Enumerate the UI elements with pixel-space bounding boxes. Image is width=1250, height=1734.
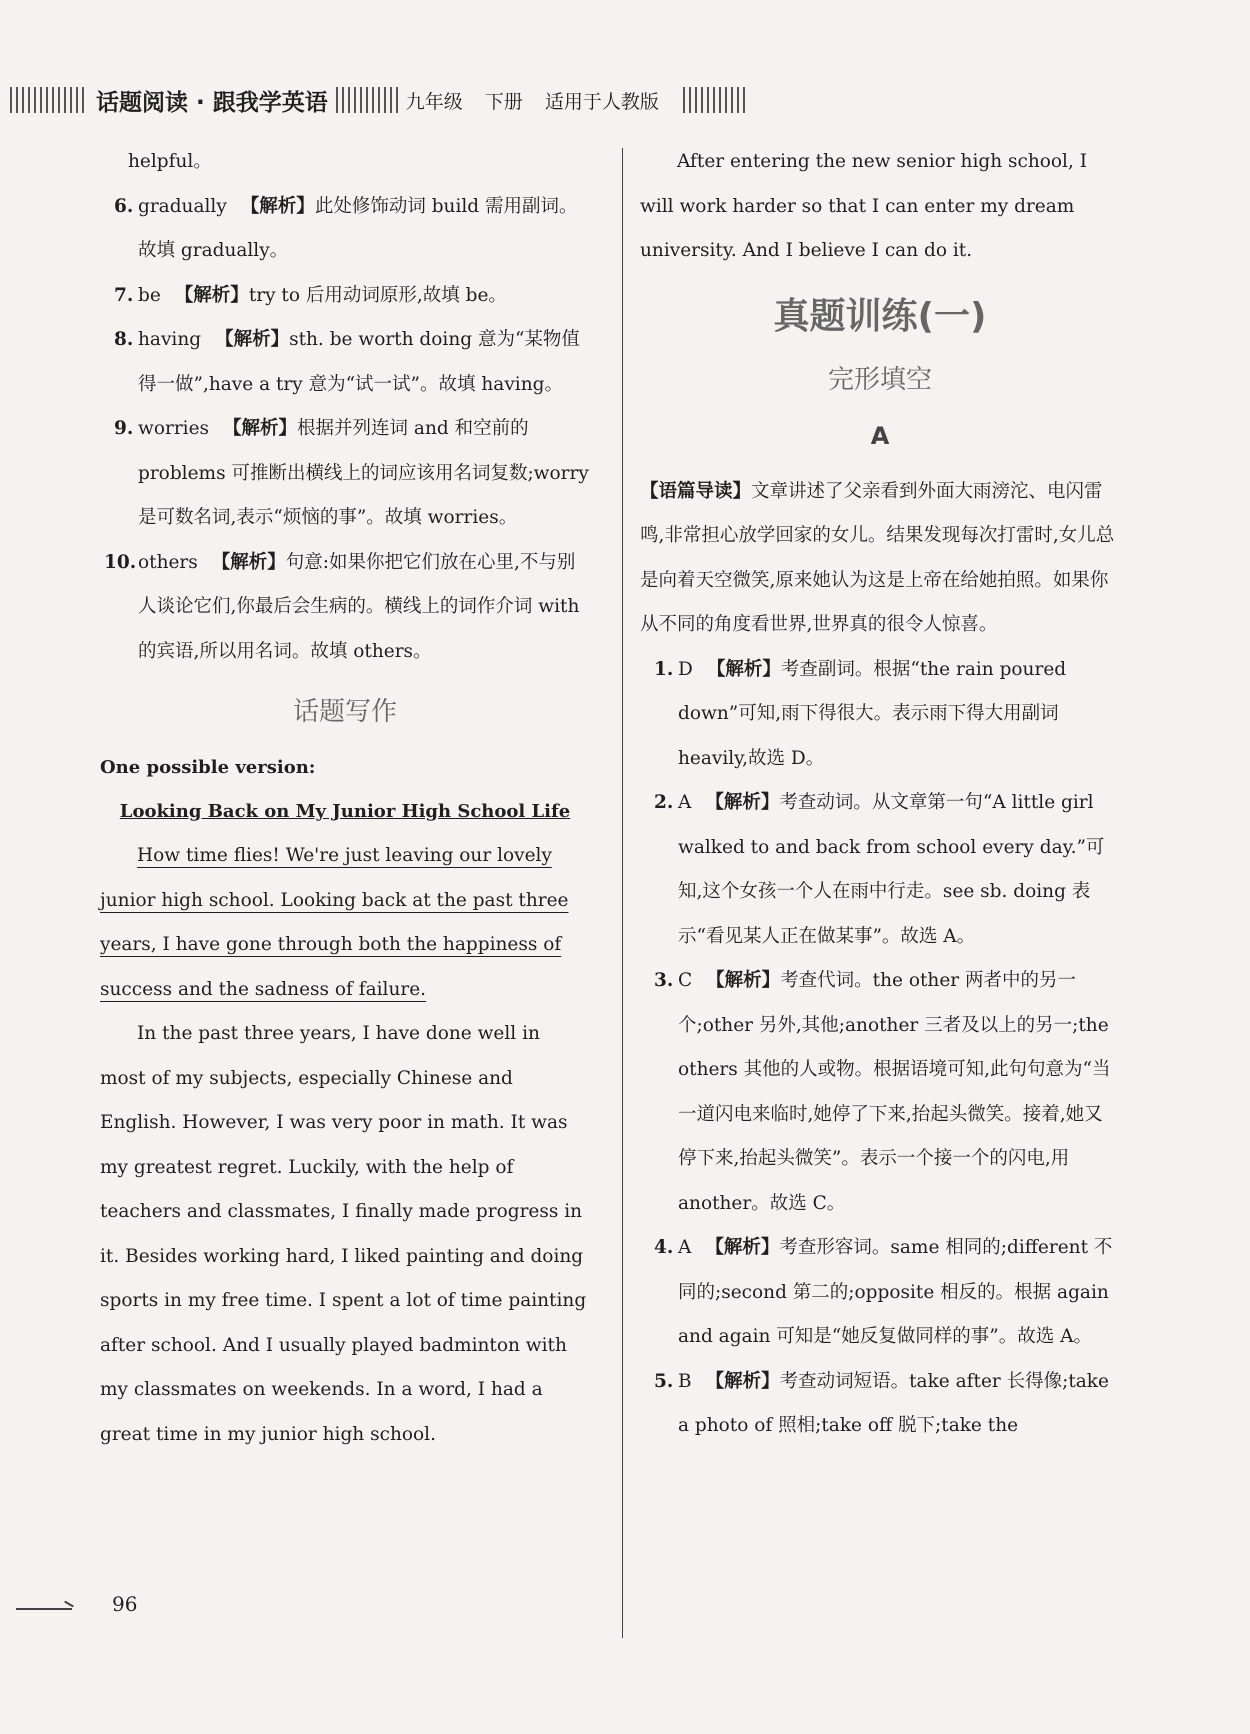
answer-item-6	[100, 185, 590, 274]
answer-word: having	[138, 329, 202, 350]
guide-text: 文章讲述了父亲看到外面大雨滂沱、电闪雷鸣,非常担心放学回家的女儿。结果发现每次打雷时,女儿总是向着天空微笑,原来她认为这是上帝在给她拍照。如果你从不同的角度看世界,世界真的很令人惊喜。	[640, 480, 1115, 635]
analysis-text: 句意:如果你把它们放在心里,不与别人谈论它们,你最后会生病的。横线上的词作介词 with 的宾语,所以用名词。故填 others。	[138, 551, 580, 662]
answer-letter: D	[678, 658, 693, 680]
left-column	[100, 140, 590, 1457]
item-number: 2.	[654, 792, 674, 813]
guide-tag: 【语篇导读】	[640, 480, 752, 502]
continued-answer: helpful。	[128, 151, 212, 172]
analysis-tag: 【解析】	[174, 284, 249, 306]
edition-label: 适用于人教版	[544, 90, 659, 113]
passage-guide	[640, 470, 1120, 648]
answer-letter: C	[678, 970, 693, 991]
answer-letter: A	[678, 1237, 692, 1258]
analysis-tag: 【解析】	[240, 195, 315, 217]
item-number: 6.	[114, 195, 134, 217]
answer-word: be	[138, 284, 161, 306]
analysis-text: 考查副词。根据“the rain poured down”可知,雨下得很大。表示雨下得大用副词 heavily,故选 D。	[678, 658, 1067, 769]
analysis-tag: 【解析】	[706, 970, 781, 991]
analysis-text: 此处修饰动词 build 需用副词。故填 gradually。	[138, 195, 578, 261]
essay-title: Looking Back on My Junior High School Life	[119, 801, 571, 822]
answer-item-2	[640, 781, 1120, 959]
item-number: 10.	[104, 551, 137, 573]
analysis-tag: 【解析】	[705, 1370, 780, 1392]
answer-word: others	[138, 551, 198, 573]
essay-paragraph-2: In the past three years, I have done well in most of my subjects, especially Chinese and English. However, I was very poor in math. It was my greatest regret. Luckily, with the help of teachers and classmates, I finally made progress in it. Besides working hard, I liked painting and doing sports in my free time. I spent a lot of time painting after school. And I usually played badminton with my classmates on weekends. In a word, I had a great time in my junior high school.	[100, 1023, 587, 1445]
item-number: 1.	[654, 658, 674, 680]
essay-paragraph-1	[100, 834, 590, 1012]
analysis-text: 考查形容词。same 相同的;different 不同的;second 第二的;opposite 相反的。根据 again and again 可知是“她反复做同样的事”。故选 A。	[678, 1237, 1113, 1347]
cloze-subheading: 完形填空	[827, 364, 932, 395]
grade-label: 九年级	[405, 90, 463, 113]
item-number: 4.	[654, 1237, 674, 1258]
right-column	[640, 140, 1120, 1449]
item-number: 5.	[654, 1370, 674, 1392]
answer-item-8	[100, 318, 590, 407]
analysis-tag: 【解析】	[215, 329, 290, 350]
analysis-text: sth. be worth doing 意为“某物值得一做”,have a try 意为“试一试”。故填 having。	[138, 329, 580, 395]
answer-item-10	[100, 541, 590, 675]
answer-item-1	[640, 648, 1120, 782]
analysis-text: 考查动词。从文章第一句“A little girl walked to and back from school every day.”可知,这个女孩一个人在雨中行走。see sb. doing 表示“看见某人正在做某事”。故选 A。	[678, 792, 1105, 947]
analysis-text: 根据并列连词 and 和空前的 problems 可推断出横线上的词应该用名词复数;worry 是可数名词,表示“烦恼的事”。故填 worries。	[138, 418, 589, 528]
item-number: 3.	[654, 970, 674, 991]
answer-letter: A	[678, 792, 692, 813]
page-header	[10, 74, 790, 126]
section-title-writing: 话题写作	[292, 697, 397, 727]
answer-item-9	[100, 407, 590, 541]
header-decoration-left	[10, 87, 88, 113]
answer-item-4	[640, 1226, 1120, 1360]
analysis-text: 考查代词。the other 两者中的另一个;other 另外,其他;another 三者及以上的另一;the others 其他的人或物。根据语境可知,此句句意为“当一道闪电来临时,她停了下来,抬起头微笑。接着,她又停下来,抬起头微笑”。表示一个接一个的闪电,用 another。故选 C。	[678, 970, 1111, 1214]
analysis-text: try to 后用动词原形,故填 be。	[248, 284, 507, 306]
answer-item-3	[640, 959, 1120, 1226]
answer-word: gradually	[138, 195, 227, 217]
header-decoration-right	[683, 87, 747, 113]
answer-item-7	[100, 274, 590, 319]
analysis-text: 考查动词短语。take after 长得像;take a photo of 照相;take off 脱下;take the	[678, 1370, 1109, 1436]
item-number: 7.	[114, 284, 134, 306]
answer-letter: B	[678, 1370, 692, 1392]
term-label: 下册	[484, 90, 523, 113]
answer-word: worries	[138, 418, 210, 439]
book-subtitle	[398, 87, 683, 114]
item-number: 8.	[114, 329, 134, 350]
part-label: A	[870, 421, 890, 450]
essay-paragraph-3: After entering the new senior high school, I will work harder so that I can enter my dream university. And I believe I can do it.	[640, 151, 1088, 261]
column-divider	[622, 148, 623, 1638]
analysis-tag: 【解析】	[705, 792, 780, 813]
footer-arrow-icon	[16, 1608, 72, 1610]
analysis-tag: 【解析】	[705, 1237, 780, 1258]
analysis-tag: 【解析】	[211, 551, 286, 573]
page-number: 96	[112, 1592, 138, 1616]
exercise-heading: 真题训练(一)	[773, 295, 987, 337]
analysis-tag: 【解析】	[223, 418, 298, 439]
possible-version-label: One possible version:	[100, 757, 316, 778]
item-number: 9.	[114, 418, 134, 439]
underlined-text: How time flies! We're just leaving our lovely junior high school. Looking back at the past three years, I have gone through both the happiness of success and the sadness of failure.	[100, 845, 569, 1000]
analysis-tag: 【解析】	[706, 658, 781, 680]
answer-item-5	[640, 1360, 1120, 1449]
header-decoration-mid	[336, 87, 398, 113]
book-title: 话题阅读 · 跟我学英语	[96, 89, 328, 116]
